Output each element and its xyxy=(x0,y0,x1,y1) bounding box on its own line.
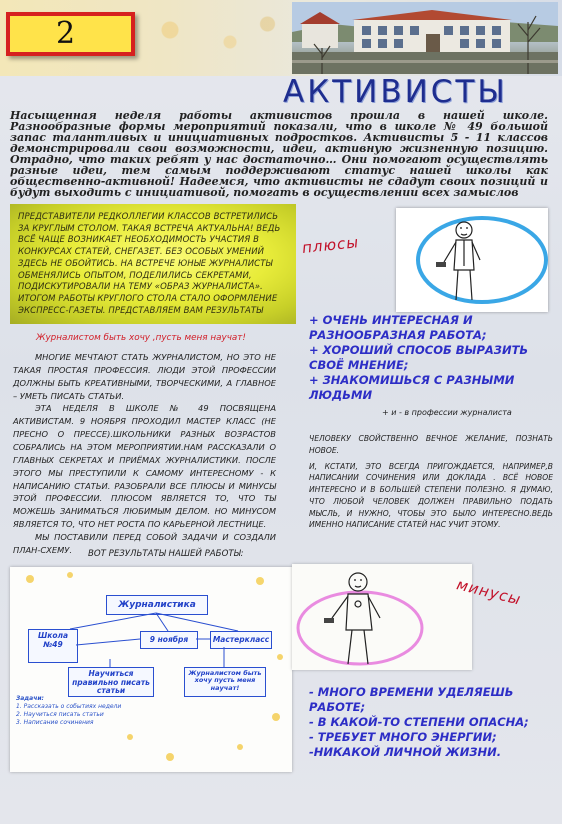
article-subheading: Журналистом быть хочу ,пусть меня научат! xyxy=(36,333,246,343)
minus-item: - МНОГО ВРЕМЕНИ УДЕЛЯЕШЬ РАБОТЕ; xyxy=(309,685,514,714)
round-table-highlight-box xyxy=(10,204,296,324)
journalist-drawing-pluses xyxy=(396,208,548,312)
poster-event: Мастеркласс xyxy=(210,631,272,649)
plus-item: + ХОРОШИЙ СПОСОБ ВЫРАЗИТЬ СВОЁ МНЕНИЕ; xyxy=(309,342,529,372)
right-paragraph: И, КСТАТИ, ЭТО ВСЕГДА ПРИГОЖДАЕТСЯ, НАПРИМЕР,В НАПИСАНИИ СОЧИНЕНИЯ ИЛИ ДОКЛАДА . ВСЁ НОВОЕ ИНТЕРЕСНО И В БОЛЬШЕЙ СТЕПЕНИ ПОЛЕЗНО. Я ДУМАЮ, ЧТО ЛЮБОЙ ЧЕЛОВЕК ДОЛЖЕН ПРАВИЛЬНО ПОДАТЬ МЫСЛЬ, И НУЖНО, ЧТОБЫ ЭТО БЫЛО ИНТЕРЕСНО.ВЕДЬ ИМЕННО НАПИСАНИЕ СТАТЕЙ НАС УЧИТ ЭТОМУ. xyxy=(309,461,553,530)
minuses-label: минусы xyxy=(454,575,524,609)
school-building-photo xyxy=(292,2,558,74)
right-column-text xyxy=(309,433,553,535)
minus-item: - ТРЕБУЕТ МНОГО ЭНЕРГИИ; xyxy=(309,729,497,744)
pluses-list xyxy=(309,313,559,403)
right-paragraph: ЧЕЛОВЕКУ СВОЙСТВЕННО ВЕЧНОЕ ЖЕЛАНИЕ, ПОЗНАТЬ НОВОЕ. xyxy=(309,434,553,455)
article-body xyxy=(13,351,276,557)
minus-item: - В КАКОЙ-ТО СТЕПЕНИ ОПАСНА; xyxy=(309,714,529,729)
poster-school: Школа №49 xyxy=(28,629,78,663)
poster-tasks xyxy=(16,695,121,727)
page-title: АКТИВИСТЫ xyxy=(283,74,508,110)
plan-scheme-poster xyxy=(10,567,292,772)
poster-task: 3. Написание сочинения xyxy=(16,719,94,727)
poster-task: Задачи: xyxy=(16,695,44,702)
issue-number-badge xyxy=(6,12,135,56)
poster-task: 2. Научиться писать статьи xyxy=(16,711,104,719)
plus-item: + ОЧЕНЬ ИНТЕРЕСНАЯ И РАЗНООБРАЗНАЯ РАБОТА; xyxy=(309,313,487,342)
poster-date: 9 ноября xyxy=(140,631,198,649)
pluses-label: плюсы xyxy=(301,233,360,257)
minuses-list xyxy=(309,685,559,760)
results-caption: ВОТ РЕЗУЛЬТАТЫ НАШЕЙ РАБОТЫ: xyxy=(88,549,244,559)
plus-item: + ЗНАКОМИШЬСЯ С РАЗНЫМИ ЛЮДЬМИ xyxy=(309,372,515,402)
article-paragraph: МНОГИЕ МЕЧТАЮТ СТАТЬ ЖУРНАЛИСТОМ, НО ЭТО НЕ ТАКАЯ ПРОСТАЯ ПРОФЕССИЯ. ЛЮДИ ЭТОЙ ПРОФЕССИИ ДОЛЖНЫ БЫТЬ КРЕАТИВНЫМИ, ТВОРЧЕСКИМИ, А ГЛАВНОЕ – УМЕТЬ ПИСАТЬ СТАТЬИ. xyxy=(13,352,276,401)
poster-learn: Научиться правильно писать статьи xyxy=(68,667,154,697)
poster-title: Журналистика xyxy=(106,595,208,615)
poster-task: 1. Рассказать о событиях недели xyxy=(16,703,122,711)
round-table-text: ПРЕДСТАВИТЕЛИ РЕДКОЛЛЕГИИ КЛАССОВ ВСТРЕТИЛИСЬ ЗА КРУГЛЫМ СТОЛОМ. ТАКАЯ ВСТРЕЧА АКТУАЛЬНА! ВЕДЬ ВСЁ ЧАЩЕ ВОЗНИКАЕТ НЕОБХОДИМОСТЬ УЧАСТИЯ В КОНКУРСАХ СТАТЕЙ, СНЕГАЗЕТ. БЕЗ ОСОБЫХ УМЕНИЙ ЗДЕСЬ НЕ ОБОЙТИСЬ. НА ВСТРЕЧЕ ЮНЫЕ ЖУРНАЛИСТЫ ОБМЕНЯЛИСЬ ОПЫТОМ, ПОДЕЛИЛИСЬ СЕКРЕТАМИ, ПОДИСКУТИРОВАЛИ НА ТЕМУ «ОБРАЗ ЖУРНАЛИСТА». ИТОГОМ РАБОТЫ КРУГЛОГО СТОЛА СТАЛО ОФОРМЛЕНИЕ ЭКСПРЕСС-ГАЗЕТЫ. ПРЕДСТАВЛЯЕМ ВАМ РЕЗУЛЬТАТЫ xyxy=(18,212,281,316)
issue-number: 2 xyxy=(56,16,76,51)
lead-paragraph: Насыщенная неделя работы активистов прошла в нашей школе. Разнообразные формы мероприятий показали, что в школе № 49 большой запас талантливых и инициативных подростков. Активисты 5 - 11 классов демонстрировали свои возможности, идеи, активную жизненную позицию. Отрадно, что таких ребят у нас достаточно… Они помогают осуществлять разные идеи, тем самым поддерживают статус нашей школы как общественно-активной! Надеемся, что активисты не сдадут своих позиций и будут выходить с инициативой, помогать в осуществлении всех замыслов xyxy=(10,109,548,199)
minus-item: -НИКАКОЙ ЛИЧНОЙ ЖИЗНИ. xyxy=(309,744,502,759)
poster-want: Журналистом быть хочу пусть меня научат! xyxy=(184,667,266,697)
journalist-drawing-minuses xyxy=(292,564,472,670)
article-paragraph: МЫ ПОСТАВИЛИ ПЕРЕД СОБОЙ ЗАДАЧИ И СОЗДАЛИ ПЛАН-СХЕМУ. xyxy=(13,532,276,555)
article-paragraph: ЭТА НЕДЕЛЯ В ШКОЛЕ № 49 ПОСВЯЩЕНА АКТИВИСТАМ. 9 НОЯБРЯ ПРОХОДИЛ МАСТЕР КЛАСС (НЕ ПРЕСНО О ПРЕССЕ).ШКОЛЬНИКИ РАЗНЫХ ВОЗРАСТОВ СОБРАЛИСЬ НА ЭТОМ МЕРОПРИЯТИИ.НАМ РАССКАЗАЛИ О ГЛАВНЫХ СЕКРЕТАХ И ПРИЁМАХ ЖУРНАЛИСТИКИ. ПОСЛЕ ЭТОГО МЫ ПРЕСТУПИЛИ К САМОМУ ИНТЕРЕСНОМУ - К НАПИСАНИЮ СТАТЬИ. РАЗОБРАЛИ ВСЕ ПЛЮСЫ И МИНУСЫ ЭТОЙ ПРОФЕССИИ. ПЛЮСОМ ЯВЛЯЕТСЯ ТО, ЧТО ТЫ МОЖЕШЬ ЗАНИМАТЬСЯ ЛЮБИМЫМ ДЕЛОМ. НО МИНУСОМ ЯВЛЯЕТСЯ ТО, ЧТО НЕТ РОСТА ПО КАРЬЕРНОЙ ЛЕСТНИЦЕ. xyxy=(13,403,276,530)
pros-cons-caption: + и - в профессии журналиста xyxy=(382,408,512,417)
